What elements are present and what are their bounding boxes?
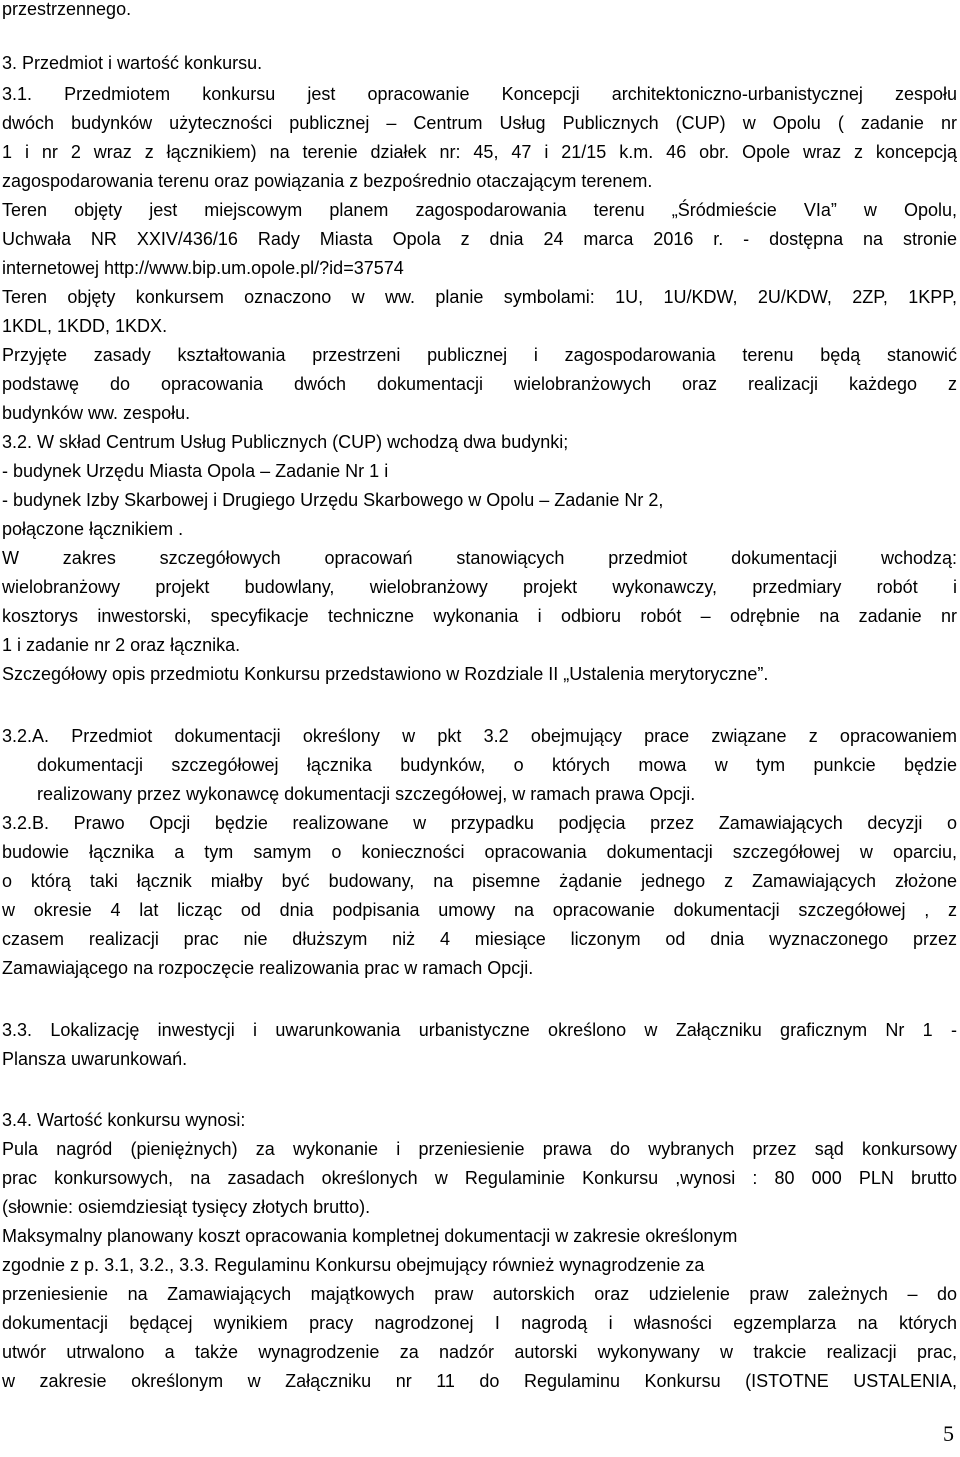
- text-line: połączone łącznikiem .: [2, 519, 184, 539]
- text-line: zgodnie z p. 3.1, 3.2., 3.3. Regulaminu Konkursu obejmujący również wynagrodzenie za: [2, 1255, 705, 1275]
- text-line: Uchwała NR XXIV/436/16 Rady Miasta Opola z dnia 24 marca 2016 r. - dostępna na stronie: [2, 229, 957, 249]
- text-line: 3. Przedmiot i wartość konkursu.: [2, 53, 263, 73]
- text-line: budynków ww. zespołu.: [2, 403, 191, 423]
- text-line: - budynek Izby Skarbowej i Drugiego Urzędu Skarbowego w Opolu – Zadanie Nr 2,: [2, 490, 664, 510]
- text-line: dokumentacji szczegółowej łącznika budynków, o których mowa w tym punkcie będzie: [37, 755, 957, 775]
- text-line: utwór utrwalono a także wynagrodzenie za nadzór autorski wykonywany w trakcie realizacji prac,: [2, 1342, 957, 1362]
- text-line: (słownie: osiemdziesiąt tysięcy złotych brutto).: [2, 1197, 371, 1217]
- text-line: podstawę do opracowania dwóch dokumentacji wielobranżowych oraz realizacji każdego z: [2, 374, 957, 394]
- text-line: realizowany przez wykonawcę dokumentacji szczegółowej, w ramach prawa Opcji.: [37, 784, 696, 804]
- text-line: w zakresie określonym w Załączniku nr 11 do Regulaminu Konkursu (ISTOTNE USTALENIA,: [2, 1371, 957, 1391]
- text-line: Teren objęty jest miejscowym planem zagospodarowania terenu „Śródmieście VIa” w Opolu,: [2, 200, 957, 220]
- text-line: - budynek Urzędu Miasta Opola – Zadanie Nr 1 i: [2, 461, 389, 481]
- text-line: 3.2. W skład Centrum Usług Publicznych (CUP) wchodzą dwa budynki;: [2, 432, 569, 452]
- text-line: 3.1. Przedmiotem konkursu jest opracowanie Koncepcji architektoniczno-urbanistycznej zespołu: [2, 84, 957, 104]
- text-line: Przyjęte zasady kształtowania przestrzeni publicznej i zagospodarowania terenu będą stanowić: [2, 345, 957, 365]
- text-line: 3.3. Lokalizację inwestycji i uwarunkowania urbanistyczne określono w Załączniku graficznym Nr 1 -: [2, 1020, 957, 1040]
- text-line: 3.2.B. Prawo Opcji będzie realizowane w przypadku podjęcia przez Zamawiających decyzji o: [2, 813, 957, 833]
- text-line: dwóch budynków użyteczności publicznej – Centrum Usług Publicznych (CUP) w Opolu ( zadanie nr: [2, 113, 957, 133]
- text-line: budowie łącznika a tym samym o konieczności opracowania dokumentacji szczegółowej w oparciu,: [2, 842, 957, 862]
- text-line: przestrzennego.: [2, 0, 132, 19]
- text-line: przeniesienie na Zamawiających majątkowych praw autorskich oraz udzielenie praw zależnych – do: [2, 1284, 957, 1304]
- text-line: Pula nagród (pieniężnych) za wykonanie i przeniesienie prawa do wybranych przez sąd konkursowy: [2, 1139, 957, 1159]
- text-line: czasem realizacji prac nie dłuższym niż 4 miesiące liczonym od dnia wyznaczonego przez: [2, 929, 957, 949]
- text-line: 1 i zadanie nr 2 oraz łącznika.: [2, 635, 241, 655]
- text-line: 3.4. Wartość konkursu wynosi:: [2, 1110, 246, 1130]
- text-line: o którą taki łącznik miałby być budowany, na pisemne żądanie jednego z Zamawiających złożone: [2, 871, 957, 891]
- text-line: Zamawiającego na rozpoczęcie realizowania prac w ramach Opcji.: [2, 958, 534, 978]
- text-line: kosztorys inwestorski, specyfikacje techniczne wykonania i odbioru robót – odrębnie na zadanie nr: [2, 606, 957, 626]
- text-line: internetowej http://www.bip.um.opole.pl/?id=37574: [2, 258, 404, 278]
- page-number: 5: [943, 1421, 954, 1446]
- text-line: w okresie 4 lat licząc od dnia podpisania umowy na opracowanie dokumentacji szczegółowej , z: [2, 900, 957, 920]
- text-line: wielobranżowy projekt budowlany, wielobranżowy projekt wykonawczy, przedmiary robót i: [2, 577, 957, 597]
- text-line: Plansza uwarunkowań.: [2, 1049, 188, 1069]
- text-line: 1 i nr 2 wraz z łącznikiem) na terenie działek nr: 45, 47 i 21/15 k.m. 46 obr. Opole wraz z koncepcją: [2, 142, 957, 162]
- text-line: 1KDL, 1KDD, 1KDX.: [2, 316, 168, 336]
- text-line: Teren objęty konkursem oznaczono w ww. planie symbolami: 1U, 1U/KDW, 2U/KDW, 2ZP, 1KPP,: [2, 287, 957, 307]
- text-line: prac konkursowych, na zasadach określonych w Regulaminie Konkursu ,wynosi : 80 000 PLN brutto: [2, 1168, 957, 1188]
- text-line: 3.2.A. Przedmiot dokumentacji określony w pkt 3.2 obejmujący prace związane z opracowaniem: [2, 726, 957, 746]
- text-line: Maksymalny planowany koszt opracowania kompletnej dokumentacji w zakresie określonym: [2, 1226, 738, 1246]
- text-line: Szczegółowy opis przedmiotu Konkursu przedstawiono w Rozdziale II „Ustalenia merytoryczne”.: [2, 664, 769, 684]
- text-line: zagospodarowania terenu oraz powiązania z bezpośrednio otaczającym terenem.: [2, 171, 653, 191]
- text-line: dokumentacji będącej wynikiem pracy nagrodzonej I nagrodą i własności egzemplarza na których: [2, 1313, 957, 1333]
- text-line: W zakres szczegółowych opracowań stanowiących przedmiot dokumentacji wchodzą:: [2, 548, 957, 568]
